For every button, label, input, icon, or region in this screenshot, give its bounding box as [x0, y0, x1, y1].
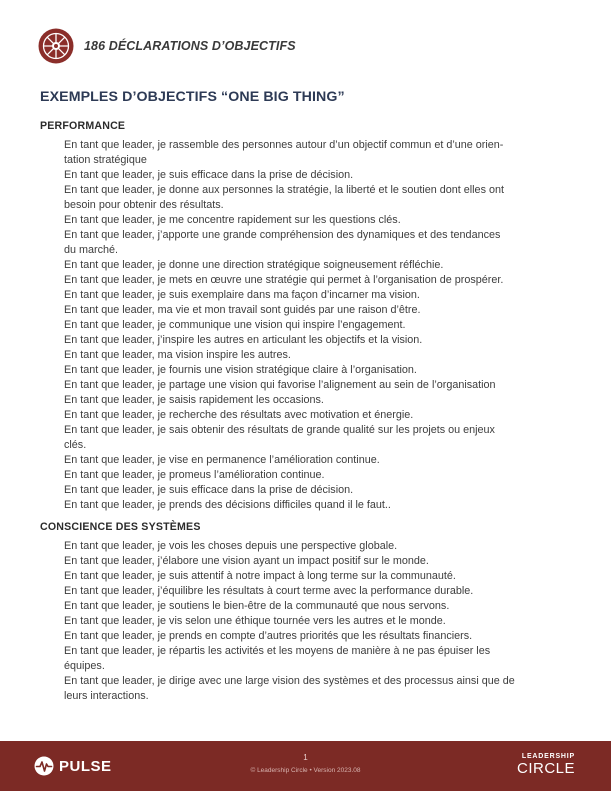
list-item: En tant que leader, je me concentre rapidement sur les questions clés. — [64, 214, 401, 226]
list-item: En tant que leader, je suis efficace dans la prise de décision. — [64, 484, 354, 496]
list-item: En tant que leader, je sais obtenir des résultats de grande qualité sur les projets ou enjeux clés. — [64, 424, 495, 451]
list-item: En tant que leader, ma vision inspire les autres. — [64, 349, 291, 361]
copyright-text: © Leadership Circle • Version 2023.08 — [250, 767, 361, 774]
list-item: En tant que leader, je recherche des résultats avec motivation et énergie. — [64, 409, 414, 421]
leadership-circle-line1: LEADERSHIP — [521, 753, 575, 760]
document-title: 186 DÉCLARATIONS D’OBJECTIFS — [84, 39, 296, 53]
document-header — [38, 28, 296, 64]
list-item: En tant que leader, je dirige avec une large vision des systèmes et des processus ainsi que de leurs interactions. — [64, 675, 515, 702]
list-item: En tant que leader, j’élabore une vision ayant un impact positif sur le monde. — [64, 555, 429, 567]
list-item: En tant que leader, je prends en compte d’autres priorités que les résultats financiers. — [64, 630, 473, 642]
leadership-circle-line2: CIRCLE — [516, 760, 575, 777]
list-item: En tant que leader, j’équilibre les résultats à court terme avec la performance durable. — [64, 585, 474, 597]
systems-awareness-statements-list — [40, 539, 576, 704]
list-item: En tant que leader, je promeus l’amélioration continue. — [64, 469, 325, 481]
list-item: En tant que leader, je donne une direction stratégique soigneusement réfléchie. — [64, 259, 444, 271]
list-item: En tant que leader, je fournis une vision stratégique claire à l’organisation. — [64, 364, 417, 376]
list-item: En tant que leader, je prends des décisions difficiles quand il le faut.. — [64, 499, 391, 511]
performance-statements-list — [40, 138, 576, 513]
list-item: En tant que leader, je rassemble des personnes autour d’un objectif commun et d’une orien- tation stratégique — [64, 139, 504, 166]
list-item: En tant que leader, j’inspire les autres en articulant les objectifs et la vision. — [64, 334, 423, 346]
list-item: En tant que leader, je soutiens le bien-être de la communauté que nous servons. — [64, 600, 450, 612]
list-item: En tant que leader, je suis attentif à notre impact à long terme sur la communauté. — [64, 570, 456, 582]
page-number: 1 — [303, 753, 308, 762]
list-item: En tant que leader, je suis exemplaire dans ma façon d’incarner ma vision. — [64, 289, 420, 301]
list-item: En tant que leader, je vois les choses depuis une perspective globale. — [64, 540, 398, 552]
section-title: EXEMPLES D’OBJECTIFS “ONE BIG THING” — [40, 89, 345, 105]
list-item: En tant que leader, j’apporte une grande compréhension des dynamiques et des tendances du marché. — [64, 229, 501, 256]
list-item: En tant que leader, je suis efficace dans la prise de décision. — [64, 169, 354, 181]
list-item: En tant que leader, je répartis les activités et les moyens de manière à ne pas épuiser les équipes. — [64, 645, 491, 672]
list-item: En tant que leader, je partage une vision qui favorise l’alignement au sein de l’organisation — [64, 379, 496, 391]
page-footer — [0, 741, 611, 791]
mandala-logo-icon — [38, 28, 74, 64]
list-item: En tant que leader, ma vie et mon travail sont guidés par une raison d’être. — [64, 304, 421, 316]
list-item: En tant que leader, je vis selon une éthique tournée vers les autres et le monde. — [64, 615, 446, 627]
list-item: En tant que leader, je donne aux personnes la stratégie, la liberté et le soutien dont elles ont besoin pour obtenir des résultats. — [64, 184, 504, 211]
list-item: En tant que leader, je communique une vision qui inspire l’engagement. — [64, 319, 406, 331]
pulse-brand-text: PULSE — [59, 757, 112, 775]
category-heading-systems-awareness: CONSCIENCE DES SYSTÈMES — [40, 521, 201, 533]
statements-content — [40, 119, 580, 704]
list-item: En tant que leader, je mets en œuvre une stratégie qui permet à l’organisation de prospérer. — [64, 274, 504, 286]
list-item: En tant que leader, je vise en permanence l’amélioration continue. — [64, 454, 380, 466]
leadership-circle-logo — [517, 752, 575, 777]
category-heading-performance: PERFORMANCE — [40, 120, 126, 132]
list-item: En tant que leader, je saisis rapidement les occasions. — [64, 394, 324, 406]
